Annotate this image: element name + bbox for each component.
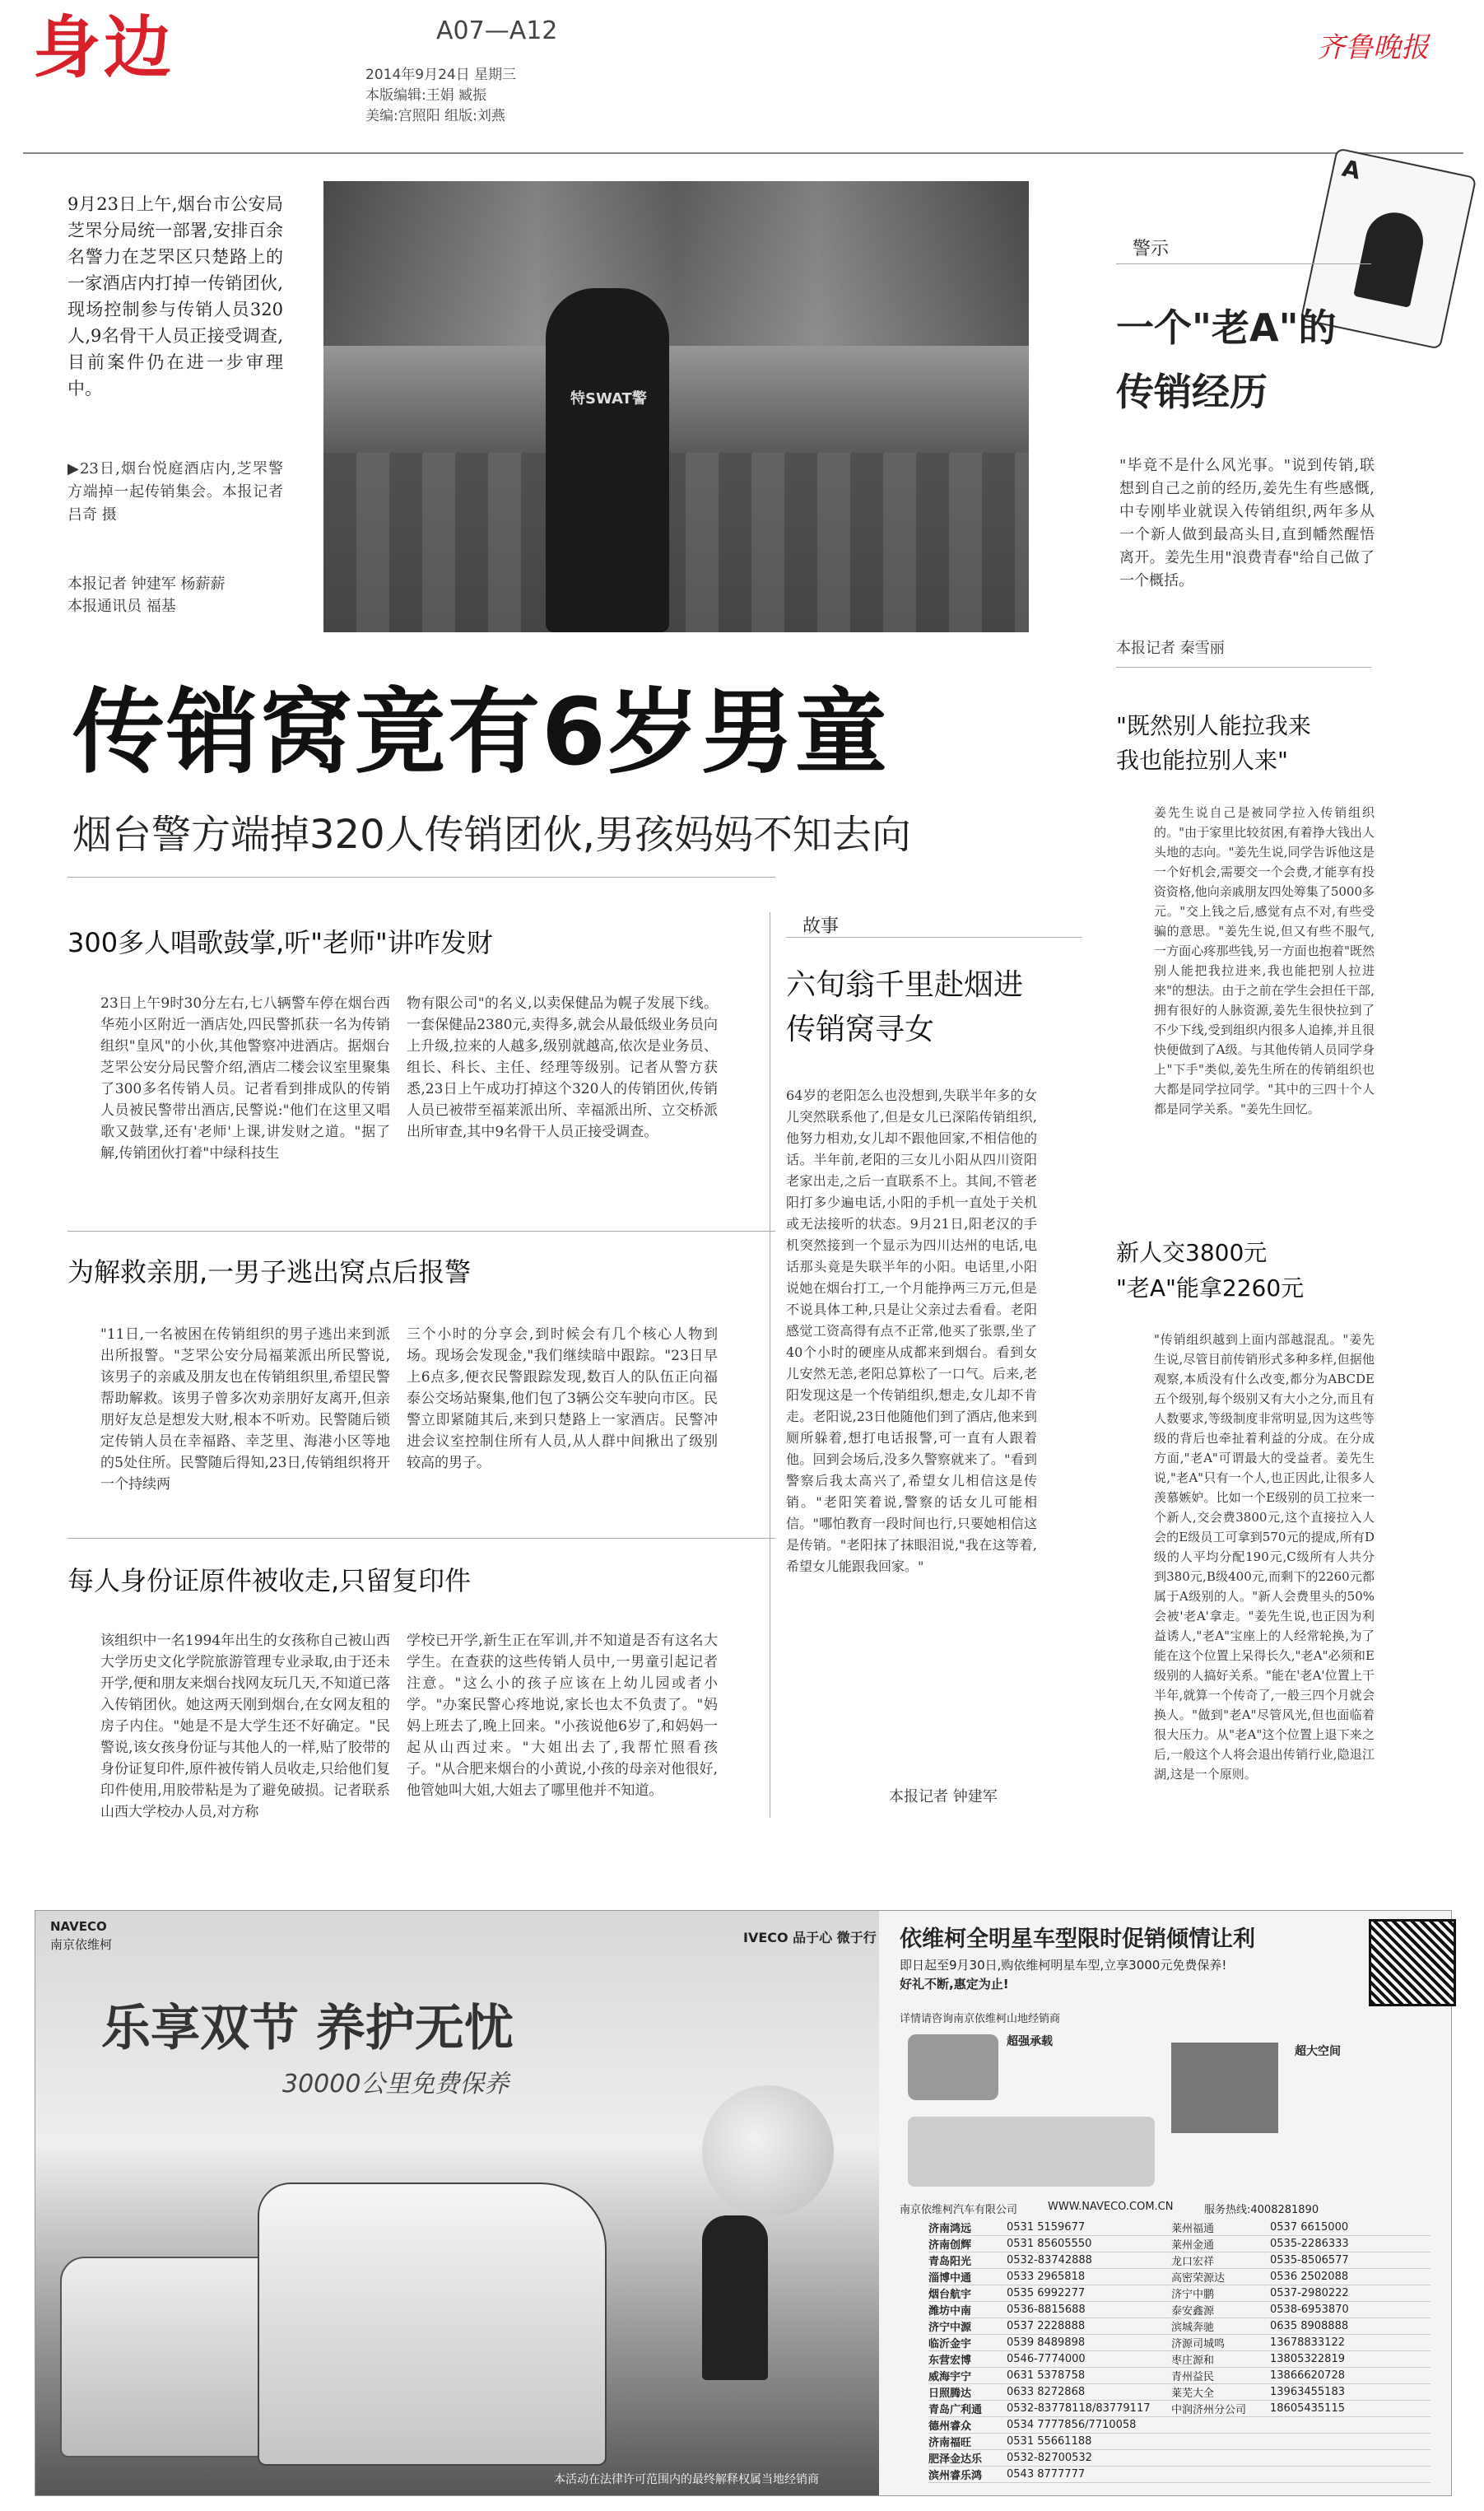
dealer-phone: 0537 6615000 <box>1270 2221 1349 2234</box>
dealer-phone: 0531 85605550 <box>1007 2238 1092 2250</box>
section-2-col-2: 三个小时的分享会,到时候会有几个核心人物到场。现场会发现金,"我们继续暗中跟踪。"23日早上6点多,便衣民警跟踪发现,数百人的队伍正向福泰公交场站聚集,他们包了3辆公交车驶向市区。民警立即紧随其后,来到只楚路上一家酒店。民警冲进会议室控制住所有人员,从人群中间揪出了级别较高的男子。 <box>407 1326 718 1471</box>
section-heading-3: 每人身份证原件被收走,只留复印件 <box>67 1565 472 1596</box>
section-heading-1: 300多人唱歌鼓掌,听"老师"讲咋发财 <box>67 927 493 958</box>
dealer-name: 济宁中源 <box>928 2322 972 2334</box>
dealer-phone: 0532-83742888 <box>1007 2254 1092 2266</box>
dealer-name: 临沂金宇 <box>928 2338 972 2350</box>
dealer-phone: 0535-8506577 <box>1270 2254 1349 2266</box>
warning-body-1: 姜先生说自己是被同学拉入传销组织的。"由于家里比较贫困,有着挣大钱出人头地的志向。"姜先生说,同学告诉他这是一个好机会,需要交一个会费,才能享有投资资格,他向亲戚朋友四处筹集了5000多元。"交上钱之后,感觉有点不对,有些受骗的意思。"姜先生说,但又有些不服气,一方面心疼那些钱,另一方面也抱着"既然别人能把我拉进来,我也能把别人拉进来"的想法。由于之前在学生会担任干部,拥有很好的人脉资源,姜先生很快拉到了不少下线,受到组织内很多人追捧,并且很快便做到了A级。与其他传销人员同学身上"下手"类似,姜先生所在的传销组织也大都是同学拉同学。"其中的三四十个人都是同学关系。"姜先生回忆。 <box>1154 805 1375 1116</box>
dealer-name: 烟台航宇 <box>928 2289 972 2301</box>
dealer-name: 枣庄源和 <box>1171 2355 1215 2367</box>
dealer-phone: 18605435115 <box>1270 2402 1345 2415</box>
lead-photo <box>323 181 1029 632</box>
warning-title-line-2: 传销经历 <box>1116 370 1268 414</box>
couple-silhouette <box>702 2215 768 2380</box>
swat-vest-text: 特SWAT警 <box>570 390 647 408</box>
dealer-phone: 0631 5378758 <box>1007 2369 1086 2382</box>
main-subheadline: 烟台警方端掉320人传销团伙,男孩妈妈不知去向 <box>72 812 911 858</box>
ad-slogan: 乐享双节 养护无忧 <box>101 2000 514 2057</box>
dealer-phone: 0635 8908888 <box>1270 2320 1349 2332</box>
story-label-rule <box>786 937 1082 938</box>
promo-subtitle: 即日起至9月30日,购依维柯明星车型,立享3000元免费保养! <box>900 1958 1227 1973</box>
section-divider-1 <box>67 1231 775 1232</box>
dealer-row <box>928 2401 1431 2417</box>
dealer-name: 青州益民 <box>1171 2371 1215 2383</box>
page-range: A07—A12 <box>436 16 558 45</box>
dealer-name: 青岛广利通 <box>928 2404 983 2416</box>
section-3-col-2: 学校已开学,新生正在军训,并不知道是否有这名大学生。在查获的这些传销人员中,一男童引起记者注意。"这么小的孩子应该在上幼儿园或者小学。"办案民警心疼地说,家长也太不负责了。"妈妈上班去了,晚上回来。"小孩说他6岁了,和妈妈一起从山西过来。"大姐出去了,我帮忙照看孩子。"从合肥来烟台的小黄说,小孩的母亲对他很好,他管她叫大姐,大姐去了哪里他并不知道。 <box>407 1633 718 1799</box>
dealer-name: 中润济州分公司 <box>1171 2404 1247 2416</box>
dealer-row <box>928 2417 1431 2434</box>
dealer-name: 滨城奔驰 <box>1171 2322 1215 2334</box>
van-image-2 <box>258 2183 607 2466</box>
ad-footer-note: 本活动在法律许可范围内的最终解释权属当地经销商 <box>554 2473 819 2486</box>
dealer-phone: 0536-8815688 <box>1007 2304 1086 2316</box>
story-body: 64岁的老阳怎么也没想到,失联半年多的女儿突然联系他了,但是女儿已深陷传销组织,他努力相劝,女儿却不跟他回家,不相信他的话。半年前,老阳的三女儿小阳从四川资阳老家出走,之后一直联系不上。其间,不管老阳打多少遍电话,小阳的手机一直处于关机或无法接听的状态。9月21日,阳老汉的手机突然接到一个显示为四川达州的电话,电话那头竟是失联半年的小阳。电话里,小阳说她在烟台打工,一个月能挣两三万元,但是不说具体工种,只是让父亲过去看看。老阳感觉工资高得有点不正常,他买了张票,坐了40个小时的硬座从成都来到烟台。看到女儿安然无恙,老阳总算松了一口气。后来,老阳发现这是一个传销组织,想走,女儿却不肯走。老阳说,23日他随他们到了酒店,他来到厕所躲着,想打电话报警,可一直有人跟着他。回到会场后,没多久警察就来了。"看到警察后我太高兴了,希望女儿相信这是传销。"老阳笑着说,警察的话女儿可能相信。"哪怕教育一段时间也行,只要她相信这是传销。"老阳抹了抹眼泪说,"我在这等着,希望女儿能跟我回家。" <box>786 1088 1037 1574</box>
dealer-row <box>928 2384 1431 2401</box>
dealer-name: 莱州福通 <box>1171 2223 1215 2235</box>
warning-title-line-1: 一个"老A"的 <box>1116 305 1337 350</box>
dealer-name: 威海宇宁 <box>928 2371 972 2383</box>
dealer-row <box>928 2450 1431 2467</box>
dealer-phone: 0534 7777856/7710058 <box>1007 2419 1137 2431</box>
section-logo: 身边 <box>33 9 175 87</box>
company-name: 南京依维柯汽车有限公司 <box>900 2204 1018 2216</box>
dealer-row <box>928 2285 1431 2302</box>
dealer-row <box>928 2335 1431 2351</box>
section-2-col-1: "11日,一名被困在传销组织的男子逃出来到派出所报警。"芝罘公安分局福莱派出所民警说,该男子的亲戚及朋友也在传销组织里,希望民警帮助解救。该男子曾多次劝亲朋好友离开,但亲朋好友总是想发大财,根本不听劝。民警随后锁定传销人员在幸福路、幸芝里、海港小区等地的5处住所。民警随后得知,23日,传销组织将开一个持续两 <box>100 1326 390 1493</box>
ad-brand-1-sub: 南京依维柯 <box>50 1937 113 1952</box>
dealer-phone: 0532-82700532 <box>1007 2452 1092 2464</box>
lead-byline-2: 本报通讯员 福基 <box>67 598 176 615</box>
dealer-name: 潍坊中南 <box>928 2305 972 2318</box>
story-label: 故事 <box>802 916 840 937</box>
dealer-phone: 0538-6953870 <box>1270 2304 1349 2316</box>
dealer-row <box>928 2318 1431 2335</box>
dealer-row <box>928 2434 1431 2450</box>
warning-subhead-1b: 我也能拉别人来" <box>1116 747 1288 774</box>
dealer-name: 济源司城鸣 <box>1171 2338 1226 2350</box>
dealer-phone: 0539 8489898 <box>1007 2336 1086 2349</box>
qr-code-icon[interactable] <box>1369 1919 1456 2006</box>
dealer-name: 滨州睿乐鸿 <box>928 2470 983 2482</box>
dealer-phone: 0531 55661188 <box>1007 2435 1092 2448</box>
dealer-row <box>928 2351 1431 2368</box>
dealer-phone: 0536 2502088 <box>1270 2271 1349 2283</box>
main-headline: 传销窝竟有6岁男童 <box>72 679 889 786</box>
ace-card-icon: A <box>1300 147 1477 350</box>
dealer-name: 济南创辉 <box>928 2239 972 2252</box>
dealer-phone: 13866620728 <box>1270 2369 1345 2382</box>
warning-label: 警示 <box>1133 239 1170 259</box>
service-hotline: 服务热线:4008281890 <box>1204 2204 1319 2216</box>
warning-subhead-2b: "老A"能拿2260元 <box>1116 1274 1305 1302</box>
ad-brand-1: NAVECO <box>50 1919 107 1934</box>
iveco-advertisement <box>35 1910 1452 2496</box>
section-1-col-2: 物有限公司"的名义,以卖保健品为幌子发展下线。一套保健品2380元,卖得多,就会从最低级业务员向上升级,拉来的人越多,级别就越高,依次是业务员、组长、科长、主任、经理等级别。记者从警方获悉,23日上午成功打掉这个320人的传销团伙,传销人员已被带至福莱派出所、幸福派出所、立交桥派出所审查,其中9名骨干人员正接受调查。 <box>407 995 718 1140</box>
ad-slogan-sub: 30000公里免费保养 <box>282 2070 509 2099</box>
warning-subhead-1a: "既然别人能拉我来 <box>1116 712 1311 739</box>
dealer-row <box>928 2302 1431 2318</box>
lead-byline-1: 本报记者 钟建军 杨薪薪 <box>67 575 226 593</box>
company-website[interactable]: WWW.NAVECO.COM.CN <box>1048 2201 1174 2213</box>
promo-title: 依维柯全明星车型限时促销倾情让利 <box>900 1926 1255 1952</box>
dealer-phone: 0633 8272868 <box>1007 2386 1086 2398</box>
warning-byline: 本报记者 秦雪丽 <box>1116 640 1225 657</box>
dealer-row <box>928 2236 1431 2252</box>
section-1-col-1: 23日上午9时30分左右,七八辆警车停在烟台西华苑小区附近一酒店处,四民警抓获一名为传销组织"皇风"的小伙,其他警察冲进酒店。据烟台芝罘公安分局民警介绍,酒店二楼会议室里聚集了300多名传销人员。记者看到排成队的传销人员被民警带出酒店,民警说:"他们在这里又唱歌又鼓掌,还有'老师'上课,讲发财之道。"据了解,传销团伙打着"中绿科技生 <box>100 995 390 1162</box>
product-feature-2: 超大空间 <box>1295 2045 1341 2058</box>
dealer-name: 济南鸿远 <box>928 2223 972 2235</box>
dealer-name: 淄博中通 <box>928 2272 972 2285</box>
dealer-name: 日照腾达 <box>928 2388 972 2400</box>
dealer-name: 青岛阳光 <box>928 2256 972 2268</box>
dealers-caption: 详情请咨询南京依维柯山地经销商 <box>900 2013 1061 2025</box>
warning-body-2: "传销组织越到上面内部越混乱。"姜先生说,尽管目前传销形式多种多样,但据他观察,本质没有什么改变,都分为ABCDE五个级别,每个级别又有大小之分,而且有人数要求,等级制度非常明显,因为这些等级的背后也牵扯着利益的分成。在分成方面,"老A"可谓最大的受益者。姜先生说,"老A"只有一个人,也正因此,让很多人羡慕嫉妒。比如一个E级别的员工拉来一个新人,交会费3800元,这个直接拉入人会的E级员工可拿到570元的提成,所有D级的人平均分配190元,C级所有人共分到380元,B级400元,而剩下的2260元都属于A级别的人。"新人会费里头的50%会被'老A'拿走。"姜先生说,也正因为利益诱人,"老A"宝座上的人经常轮换,为了能在这个位置上呆得长久,"老A"必须和E级别的人搞好关系。"能在'老A'位置上干半年,就算一个传奇了,一般三四个月就会换人。"做到"老A"尽管风光,但也面临着很大压力。从"老A"这个位置上退下来之后,一般这个人将会退出传销行业,隐退江湖,这是一个原则。 <box>1154 1332 1375 1782</box>
dealer-phone: 0532-83778118/83779117 <box>1007 2402 1151 2415</box>
dealer-phone: 0535-2286333 <box>1270 2238 1349 2250</box>
dealer-phone: 0531 5159677 <box>1007 2221 1086 2234</box>
dealer-phone: 13963455183 <box>1270 2386 1345 2398</box>
dealer-name: 莱芜大全 <box>1171 2388 1215 2400</box>
lead-intro: 9月23日上午,烟台市公安局芝罘分局统一部署,安排百余名警力在芝罘区只楚路上的一家酒店内打掉一传销团伙,现场控制参与传销人员320人,9名骨干人员正接受调查,目前案件仍在进一步审理中。 <box>67 194 283 398</box>
warning-label-rule <box>1116 263 1371 264</box>
dealer-phone: 13678833122 <box>1270 2336 1345 2349</box>
dealer-name: 德州睿众 <box>928 2420 972 2433</box>
dealer-row <box>928 2467 1431 2483</box>
warning-intro: "毕竟不是什么风光事。"说到传销,联想到自己之前的经历,姜先生有些感慨,中专刚毕业就误入传销组织,两年多从一个新人做到最高头目,直到幡然醒悟离开。姜先生用"浪费青春"给自己做了一个概括。 <box>1119 457 1375 589</box>
dealer-phone: 13805322819 <box>1270 2353 1345 2365</box>
dealer-name: 高密荣源达 <box>1171 2272 1226 2285</box>
interior-image <box>1171 2043 1278 2133</box>
dealer-name: 济宁中鹏 <box>1171 2289 1215 2301</box>
dealer-table <box>928 2220 1431 2483</box>
newspaper-name: 齐鲁晚报 <box>1317 31 1429 64</box>
warning-divider <box>1116 667 1371 668</box>
dealer-name: 莱州金通 <box>1171 2239 1215 2252</box>
section-divider-2 <box>67 1538 775 1539</box>
section-3-col-1: 该组织中一名1994年出生的女孩称自己被山西大学历史文化学院旅游管理专业录取,由于还未开学,便和朋友来烟台找网友玩几天,不知道已落入传销团伙。她这两天刚到烟台,在女网友租的房子内住。"她是不是大学生还不好确定。"民警说,该女孩身份证与其他人的一样,贴了胶带的身份证复印件,原件被传销人员收走,只给他们复印件使用,用胶带粘是为了避免破损。记者联系山西大学校办人员,对方称 <box>100 1633 390 1820</box>
issue-date: 2014年9月24日 星期三 <box>365 67 517 83</box>
dealer-phone: 0535 6992277 <box>1007 2287 1086 2299</box>
dealer-name: 济南福旺 <box>928 2437 972 2449</box>
dealer-phone: 0537 2228888 <box>1007 2320 1086 2332</box>
warning-subhead-2a: 新人交3800元 <box>1116 1239 1268 1266</box>
dealer-name: 龙口宏祥 <box>1171 2256 1215 2268</box>
dealer-row <box>928 2220 1431 2236</box>
price-badges <box>908 2117 1155 2187</box>
editors-line-2: 美编:宫照阳 组版:刘燕 <box>365 108 505 124</box>
dealer-name: 肥泽金达乐 <box>928 2453 983 2466</box>
product-feature-1: 超强承载 <box>1007 2035 1053 2048</box>
photo-caption: ▶23日,烟台悦庭酒店内,芝罘警方端掉一起传销集会。本报记者 吕奇 摄 <box>67 460 283 524</box>
headline-divider <box>67 877 775 878</box>
dealer-phone: 0537-2980222 <box>1270 2287 1349 2299</box>
dealer-name: 东营宏博 <box>928 2355 972 2367</box>
dealer-phone: 0543 8777777 <box>1007 2468 1086 2481</box>
dealer-row <box>928 2252 1431 2269</box>
promo-subtitle-2: 好礼不断,惠定为止! <box>900 1977 1009 1992</box>
dealer-phone: 0546-7774000 <box>1007 2353 1086 2365</box>
dealer-row <box>928 2368 1431 2384</box>
product-van-image <box>908 2034 998 2100</box>
story-title: 六旬翁千里赴烟进传销窝寻女 <box>786 968 1024 1046</box>
editors-line-1: 本版编辑:王娟 臧振 <box>365 87 487 104</box>
dealer-row <box>928 2269 1431 2285</box>
masthead-divider <box>23 152 1463 154</box>
moon-icon <box>702 2085 834 2217</box>
story-byline: 本报记者 钟建军 <box>889 1788 998 1805</box>
dealer-name: 泰安鑫源 <box>1171 2305 1215 2318</box>
section-heading-2: 为解救亲朋,一男子逃出窝点后报警 <box>67 1256 472 1288</box>
ad-brand-2: IVECO 品于心 微于行 <box>743 1930 877 1945</box>
dealer-phone: 0533 2965818 <box>1007 2271 1086 2283</box>
